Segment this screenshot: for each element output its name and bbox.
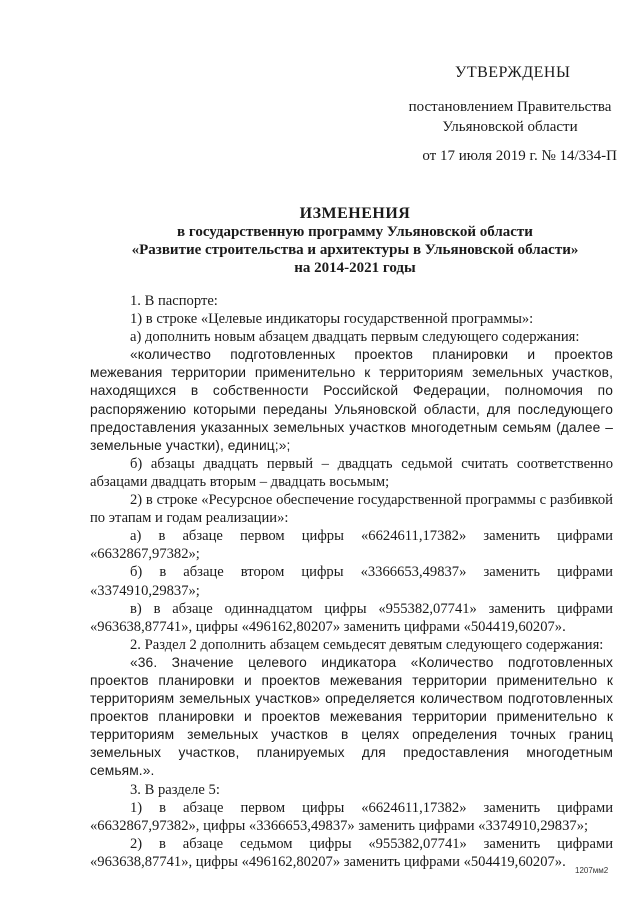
paragraph: в) в абзаце одиннадцатом цифры «955382,07741» заменить цифрами «963638,87741», цифры «496162,80207» заменить цифрами «504419,60207». (90, 600, 613, 635)
paragraph: 1) в строке «Целевые индикаторы государственной программы»: (130, 311, 534, 328)
title-line-3: «Развитие строительства и архитектуры в Ульяновской области» (131, 242, 579, 258)
resolution-line-1: постановлением Правительства (408, 99, 612, 115)
paragraph: 2) в абзаце седьмом цифры «955382,07741» заменить цифрами «963638,87741», цифры «496162,80207» заменить цифрами «504419,60207». (90, 835, 613, 870)
paragraph: 2) в строке «Ресурсное обеспечение государственной программы с разбивкой по этапам и годам реализации»: (90, 492, 613, 527)
approved-heading: УТВЕРЖДЕНЫ (455, 64, 571, 81)
title-line-4: на 2014-2021 годы (294, 260, 416, 276)
paragraph: б) в абзаце втором цифры «3366653,49837» заменить цифрами «3374910,29837»; (90, 564, 613, 599)
resolution-date: от 17 июля 2019 г. № 14/334-П (422, 148, 617, 164)
resolution-line-2: Ульяновской области (442, 119, 578, 135)
paragraph: а) дополнить новым абзацем двадцать первым следующего содержания: (130, 329, 580, 346)
title-line-2: в государственную программу Ульяновской области (177, 224, 533, 240)
title-line-1: ИЗМЕНЕНИЯ (299, 205, 411, 222)
paragraph: 1) в абзаце первом цифры «6624611,17382» заменить цифрами «6632867,97382», цифры «3366653,49837» заменить цифрами «3374910,29837»; (90, 799, 613, 834)
paragraph: 1. В паспорте: (130, 293, 218, 309)
paragraph: «36. Значение целевого индикатора «Количество подготовленных проектов планировки и проектов межевания территории применительно к территориям земельных участков» определяется количеством подготовленных проектов планировки и проектов межевания территории применительно к территориям земельных участков в целях определения точных границ земельных участков, планируемых для предоставления многодетным семьям.». (90, 654, 613, 779)
footer-code: 1207мм2 (575, 866, 609, 875)
paragraph: б) абзацы двадцать первый – двадцать седьмой считать соответственно абзацами двадцать вторым – двадцать восьмым; (90, 455, 613, 490)
paragraph: «количество подготовленных проектов планировки и проектов межевания территории применительно к территориям земельных участков, находящихся в собственности Российской Федерации, полномочия по распоряжению которыми переданы Ульяновской области, для последующего предоставления указанных земельных участков многодетным семьям (далее – земельные участки), единиц;»; (90, 347, 613, 453)
document-title (90, 205, 620, 277)
document-body (90, 292, 613, 871)
paragraph: а) в абзаце первом цифры «6624611,17382» заменить цифрами «6632867,97382»; (90, 528, 613, 563)
paragraph: 3. В разделе 5: (130, 781, 220, 798)
paragraph: 2. Раздел 2 дополнить абзацем семьдесят девятым следующего содержания: (130, 636, 604, 653)
resolution-reference (405, 97, 615, 137)
